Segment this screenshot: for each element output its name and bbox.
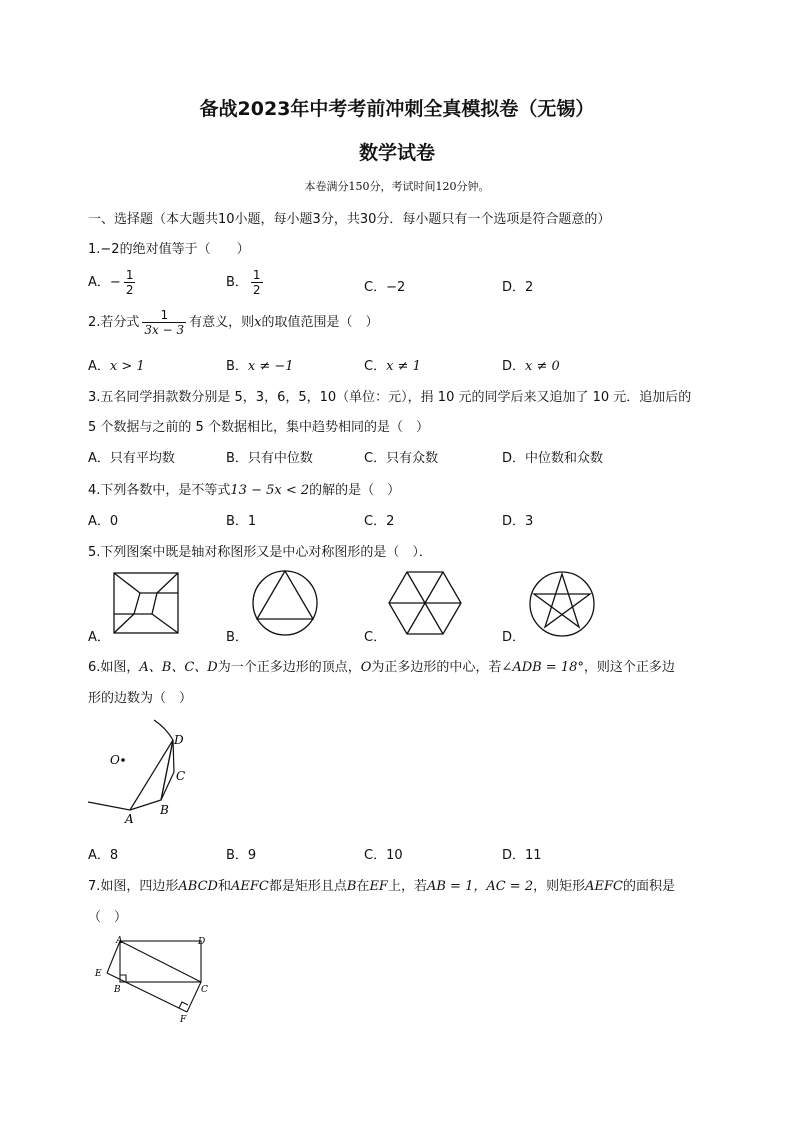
option-text: 8 <box>109 848 119 863</box>
text-run: 的面积是 <box>622 879 675 894</box>
text-run: 和 <box>217 879 231 894</box>
label-a: A <box>116 936 123 946</box>
q7-rectangle-figure <box>90 934 220 1026</box>
option-label: B． <box>226 359 248 374</box>
option-label: D． <box>502 848 526 863</box>
option-label: D． <box>502 514 526 529</box>
q3-option-b[interactable] <box>226 447 313 466</box>
math-run: AEFC <box>585 879 623 894</box>
text-run: 都是矩形且点 <box>268 879 347 894</box>
q6-option-d[interactable] <box>502 844 542 863</box>
option-label: C． <box>364 280 387 295</box>
option-label: A． <box>88 848 110 863</box>
option-label: A． <box>88 275 110 290</box>
text-run: ，则矩形 <box>533 879 586 894</box>
option-text: 1 <box>247 514 257 529</box>
fraction-numerator: 1 <box>142 308 186 323</box>
q1-option-b[interactable] <box>226 268 266 297</box>
option-label: B． <box>226 514 248 529</box>
option-text: 2 <box>525 280 534 295</box>
fraction <box>142 308 186 337</box>
option-label: B． <box>226 848 248 863</box>
option-label: D． <box>502 280 526 295</box>
q5-stem: 5.下列图案中既是轴对称图形又是中心对称图形的是（ ）． <box>88 545 432 560</box>
q4-option-d[interactable] <box>502 510 533 529</box>
option-label: D． <box>502 451 526 466</box>
q6-option-a[interactable] <box>88 844 118 863</box>
text-run: 上，若 <box>387 879 427 894</box>
option-text: 中位数和众数 <box>525 451 604 466</box>
label-f: F <box>180 1015 187 1025</box>
section-heading: 一、选择题（本大题共10小题，每小题3分，共30分．每小题只有一个选项是符合题意的） <box>88 212 611 227</box>
q3-option-d[interactable] <box>502 447 603 466</box>
math-run: ∠ADB = 18° <box>501 660 584 675</box>
label-e: E <box>95 969 102 979</box>
fraction-denominator: 2 <box>125 283 134 297</box>
option-text: x ≠ 1 <box>386 359 421 374</box>
label-b: B <box>160 803 169 817</box>
q2-option-b[interactable] <box>226 355 294 374</box>
q1-option-c[interactable] <box>364 276 405 295</box>
math-run: AB = 1，AC = 2 <box>426 879 534 894</box>
math-run: A、B、C、D <box>139 660 218 675</box>
option-label: B． <box>226 275 248 290</box>
q2-stem <box>88 308 379 337</box>
fraction <box>251 268 263 297</box>
hexagon-icon <box>388 571 462 635</box>
option-label: A． <box>88 359 110 374</box>
q2-prefix: 2.若分式 <box>88 315 140 330</box>
q2-variable: x <box>254 315 262 330</box>
option-label: A． <box>88 451 110 466</box>
text-run: 为正多边形的中心，若 <box>371 660 502 675</box>
option-text: 只有平均数 <box>109 451 175 466</box>
option-text: 只有众数 <box>386 451 439 466</box>
exam-note: 本卷满分150分，考试时间120分钟。 <box>304 180 490 193</box>
q5-option-d[interactable]: D． <box>502 630 526 645</box>
pinwheel-square-icon <box>112 571 180 635</box>
q3-line1: 3.五名同学捐款数分别是 5，3，6，5，10（单位：元），捐 10 元的同学后来又追加了 10 元．追加后的 <box>88 390 692 405</box>
q7-line1 <box>88 875 675 894</box>
option-text: 3 <box>525 514 534 529</box>
math-run: O <box>360 660 372 675</box>
center-point <box>121 758 125 762</box>
q3-option-a[interactable] <box>88 447 175 466</box>
text-run: 6.如图， <box>88 660 140 675</box>
q3-option-c[interactable] <box>364 447 438 466</box>
label-b: B <box>114 985 121 995</box>
math-run: EF <box>369 879 388 894</box>
q4-stem <box>88 479 400 498</box>
q1-option-d[interactable] <box>502 276 533 295</box>
text-run: 为一个正多边形的顶点， <box>217 660 361 675</box>
q2-suffix-a: 有意义，则 <box>189 315 255 330</box>
option-text: 9 <box>247 848 257 863</box>
q5-option-b[interactable]: B． <box>226 630 248 645</box>
triangle-in-circle-icon <box>250 570 320 636</box>
q6-option-c[interactable] <box>364 844 403 863</box>
label-a: A <box>125 812 134 826</box>
option-text: 11 <box>525 848 542 863</box>
option-label: A． <box>88 514 110 529</box>
q2-suffix-b: 的取值范围是（ ） <box>261 315 379 330</box>
text-run: 在 <box>356 879 370 894</box>
q4-option-b[interactable] <box>226 510 256 529</box>
option-label: C． <box>364 359 387 374</box>
q1-option-a[interactable] <box>88 268 138 297</box>
option-text: x > 1 <box>109 359 145 374</box>
q6-line2: 形的边数为（ ） <box>88 691 193 706</box>
star-in-circle-icon <box>528 571 596 637</box>
label-d: D <box>174 733 184 747</box>
option-text: 只有中位数 <box>247 451 313 466</box>
q5-option-a[interactable]: A． <box>88 630 110 645</box>
text-run: 7.如图，四边形 <box>88 879 179 894</box>
option-label: C． <box>364 451 387 466</box>
q4-suffix: 的解的是（ ） <box>309 483 401 498</box>
label-c: C <box>201 985 208 995</box>
q1-stem: 1.−2的绝对值等于（ ） <box>88 242 250 257</box>
exam-title: 备战2023年中考考前冲刺全真模拟卷（无锡） <box>199 98 595 120</box>
option-label: C． <box>364 514 387 529</box>
q2-option-d[interactable] <box>502 355 560 374</box>
q4-option-c[interactable] <box>364 510 394 529</box>
option-text: x ≠ −1 <box>247 359 294 374</box>
exam-subtitle: 数学试卷 <box>358 142 435 164</box>
option-text: 0 <box>109 514 119 529</box>
option-label: B． <box>226 451 248 466</box>
fraction-numerator: 1 <box>252 268 261 282</box>
q4-option-a[interactable] <box>88 510 118 529</box>
q5-option-c[interactable]: C． <box>364 630 387 645</box>
option-text: −2 <box>386 280 406 295</box>
text-run: ，则这个正多边 <box>583 660 675 675</box>
q3-line2: 5 个数据与之前的 5 个数据相比，集中趋势相同的是（ ） <box>88 420 429 435</box>
fraction-denominator: 3x − 3 <box>144 323 185 337</box>
option-label: C． <box>364 848 387 863</box>
option-text: 10 <box>386 848 403 863</box>
q7-line2: （ ） <box>88 910 128 925</box>
option-label: D． <box>502 359 526 374</box>
math-run: AEFC <box>230 879 269 894</box>
fraction <box>124 268 136 297</box>
q6-option-b[interactable] <box>226 844 256 863</box>
q2-option-a[interactable] <box>88 355 145 374</box>
fraction-numerator: 1 <box>125 268 134 282</box>
q6-polygon-figure <box>86 718 216 830</box>
math-run: B <box>346 879 357 894</box>
label-c: C <box>176 769 186 783</box>
q2-option-c[interactable] <box>364 355 421 374</box>
math-run: ABCD <box>178 879 218 894</box>
option-text: x ≠ 0 <box>525 359 560 374</box>
q6-line1 <box>88 656 675 675</box>
option-text: 2 <box>386 514 395 529</box>
label-o: O <box>110 753 120 767</box>
option-sign: − <box>109 275 121 290</box>
q4-inequality: 13 − 5x < 2 <box>230 483 310 498</box>
fraction-denominator: 2 <box>252 283 261 297</box>
label-d: D <box>198 937 206 947</box>
q4-prefix: 4.下列各数中，是不等式 <box>88 483 231 498</box>
